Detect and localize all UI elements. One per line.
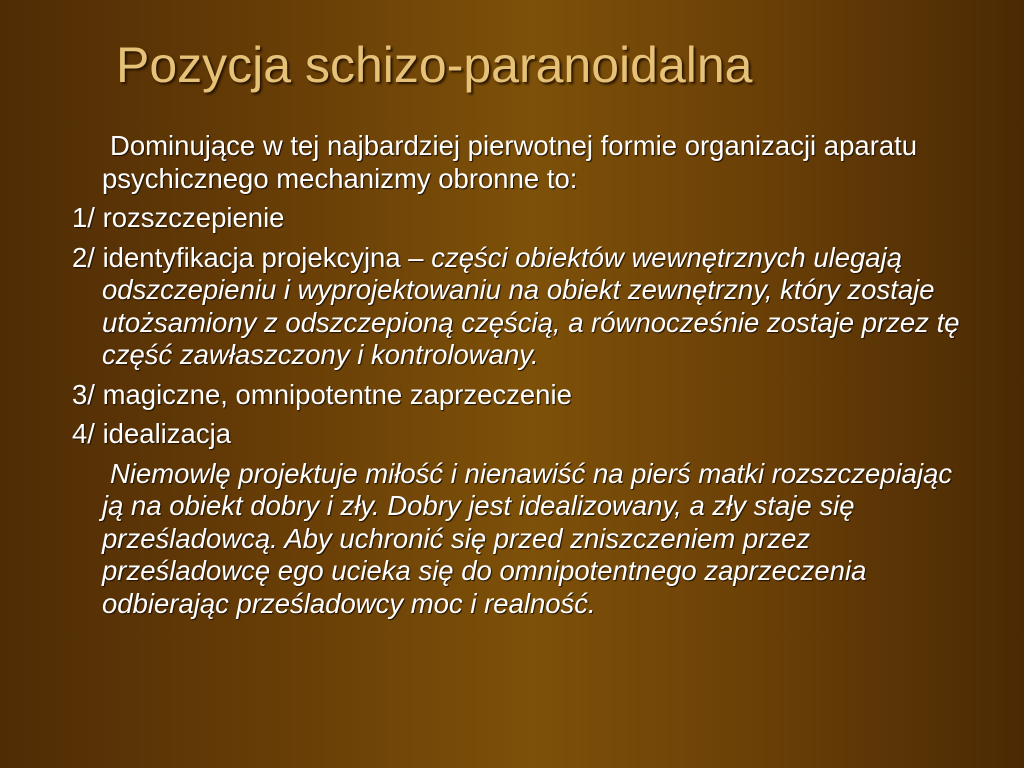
slide-title: Pozycja schizo-paranoidalna [116,37,753,93]
list-item-4 [72,418,972,451]
slide-body [72,130,972,627]
list-item-1 [72,202,972,235]
list-item-2-label: 2/ identyfikacja projekcyjna – [72,241,432,273]
list-item-3 [72,379,972,412]
list-item-2-note: części obiektów wewnętrznych ulegają odszczepieniu i wyprojektowaniu na obiekt zewnętrzny, który zostaje utożsamiony z odszczepioną częścią, a równocześnie zostaje przez tę część zawłaszczony i kontrolowany. [102,241,960,370]
list-item-2 [72,242,972,372]
intro-paragraph: Dominujące w tej najbardziej pierwotnej formie organizacji aparatu psychicznego mechanizmy obronne to: [102,130,918,194]
closing-paragraph: Niemowlę projektuje miłość i nienawiść na pierś matki rozszczepiając ją na obiekt dobry i zły. Dobry jest idealizowany, a zły staje się prześladowcą. Aby uchronić się przed zniszczeniem przez prześladowcę ego ucieka się do omnipotentnego zaprzeczenia odbierając prześladowcy moc i realność. [102,457,953,619]
list-item-4-label: 4/ idealizacja [72,418,231,449]
list-item-3-label: 3/ magiczne, omnipotentne zaprzeczenie [72,378,572,410]
list-item-1-label: 1/ rozszczepienie [72,202,285,233]
